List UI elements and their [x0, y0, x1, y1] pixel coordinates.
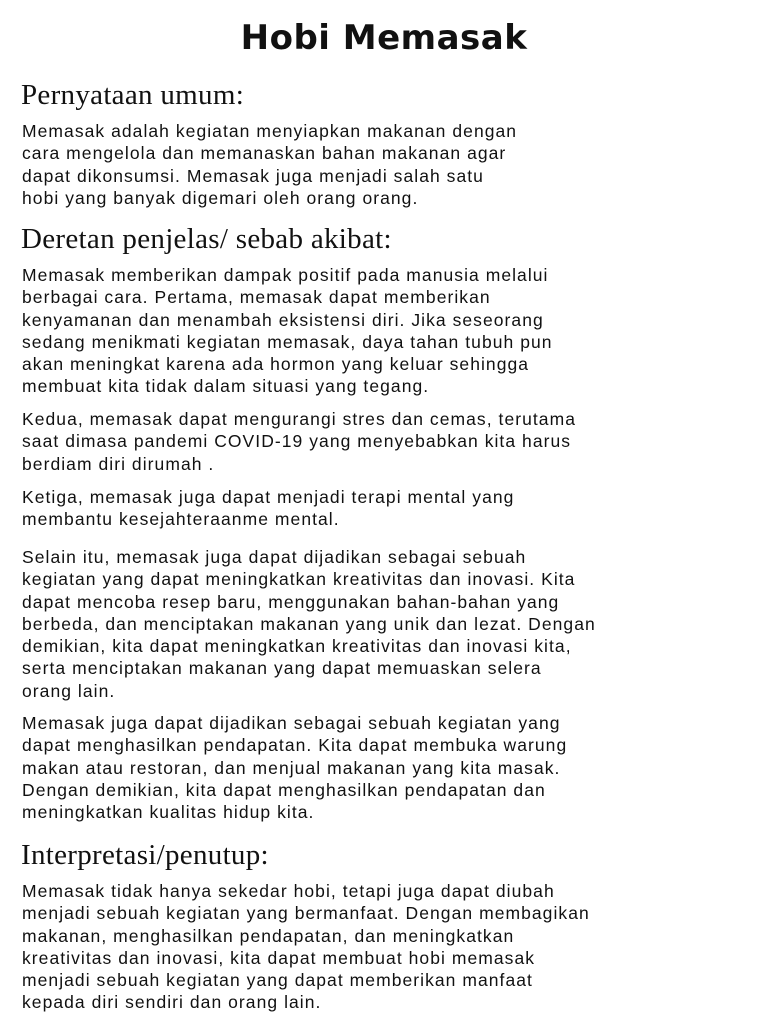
- paragraph: [22, 712, 567, 823]
- text-line: Memasak adalah kegiatan menyiapkan makanan dengan: [22, 121, 518, 141]
- paragraph: [22, 264, 553, 398]
- text-line: dapat mencoba resep baru, menggunakan bahan-bahan yang: [22, 591, 560, 612]
- paragraph: [22, 546, 596, 702]
- text-line: Kedua, memasak dapat mengurangi stres dan cemas, terutama: [22, 409, 577, 429]
- text-line: makan atau restoran, dan menjual makanan yang kita masak.: [22, 757, 561, 778]
- text-line: makanan, menghasilkan pendapatan, dan meningkatkan: [22, 925, 515, 946]
- text-line: Dengan demikian, kita dapat menghasilkan pendapatan dan: [22, 779, 546, 800]
- section-heading-deretan-penjelas: Deretan penjelas/ sebab akibat:: [21, 223, 392, 255]
- text-line: membantu kesejahteraanme mental.: [22, 509, 340, 530]
- text-line: saat dimasa pandemi COVID-19 yang menyebabkan kita harus: [22, 431, 572, 452]
- paragraph: [22, 486, 514, 531]
- text-line: berdiam diri dirumah .: [22, 453, 215, 474]
- text-line: kreativitas dan inovasi, kita dapat membuat hobi memasak: [22, 947, 536, 968]
- section-heading-pernyataan-umum: Pernyataan umum:: [21, 79, 245, 111]
- text-line: akan meningkat karena ada hormon yang keluar sehingga: [22, 354, 530, 375]
- text-line: menjadi sebuah kegiatan yang dapat memberikan manfaat: [22, 970, 533, 991]
- text-line: dapat menghasilkan pendapatan. Kita dapat membuka warung: [22, 735, 568, 756]
- text-line: berbeda, dan menciptakan makanan yang unik dan lezat. Dengan: [22, 613, 596, 634]
- text-line: orang lain.: [22, 680, 116, 701]
- text-line: Memasak memberikan dampak positif pada manusia melalui: [22, 265, 549, 285]
- text-line: membuat kita tidak dalam situasi yang tegang.: [22, 376, 430, 397]
- text-line: dapat dikonsumsi. Memasak juga menjadi salah satu: [22, 165, 484, 186]
- paragraph: [22, 880, 590, 1014]
- text-line: Selain itu, memasak juga dapat dijadikan sebagai sebuah: [22, 547, 527, 567]
- document-title: Hobi Memasak: [240, 18, 528, 58]
- section-heading-interpretasi-penutup: Interpretasi/penutup:: [21, 839, 269, 871]
- paragraph: [22, 120, 517, 209]
- text-line: Ketiga, memasak juga dapat menjadi terapi mental yang: [22, 487, 515, 507]
- text-line: Memasak juga dapat dijadikan sebagai sebuah kegiatan yang: [22, 713, 561, 733]
- text-line: kepada diri sendiri dan orang lain.: [22, 992, 322, 1013]
- text-line: meningkatkan kualitas hidup kita.: [22, 802, 315, 823]
- text-line: menjadi sebuah kegiatan yang bermanfaat. Dengan membagikan: [22, 903, 590, 924]
- text-line: berbagai cara. Pertama, memasak dapat memberikan: [22, 287, 491, 308]
- text-line: serta menciptakan makanan yang dapat memuaskan selera: [22, 658, 542, 679]
- text-line: kegiatan yang dapat meningkatkan kreativitas dan inovasi. Kita: [22, 569, 576, 590]
- text-line: sedang menikmati kegiatan memasak, daya tahan tubuh pun: [22, 331, 553, 352]
- text-line: demikian, kita dapat meningkatkan kreativitas dan inovasi kita,: [22, 636, 572, 657]
- text-line: cara mengelola dan memanaskan bahan makanan agar: [22, 143, 507, 164]
- text-line: Memasak tidak hanya sekedar hobi, tetapi juga dapat diubah: [22, 881, 555, 901]
- text-line: kenyamanan dan menambah eksistensi diri. Jika seseorang: [22, 309, 544, 330]
- paragraph: [22, 408, 576, 475]
- text-line: hobi yang banyak digemari oleh orang orang.: [22, 187, 419, 208]
